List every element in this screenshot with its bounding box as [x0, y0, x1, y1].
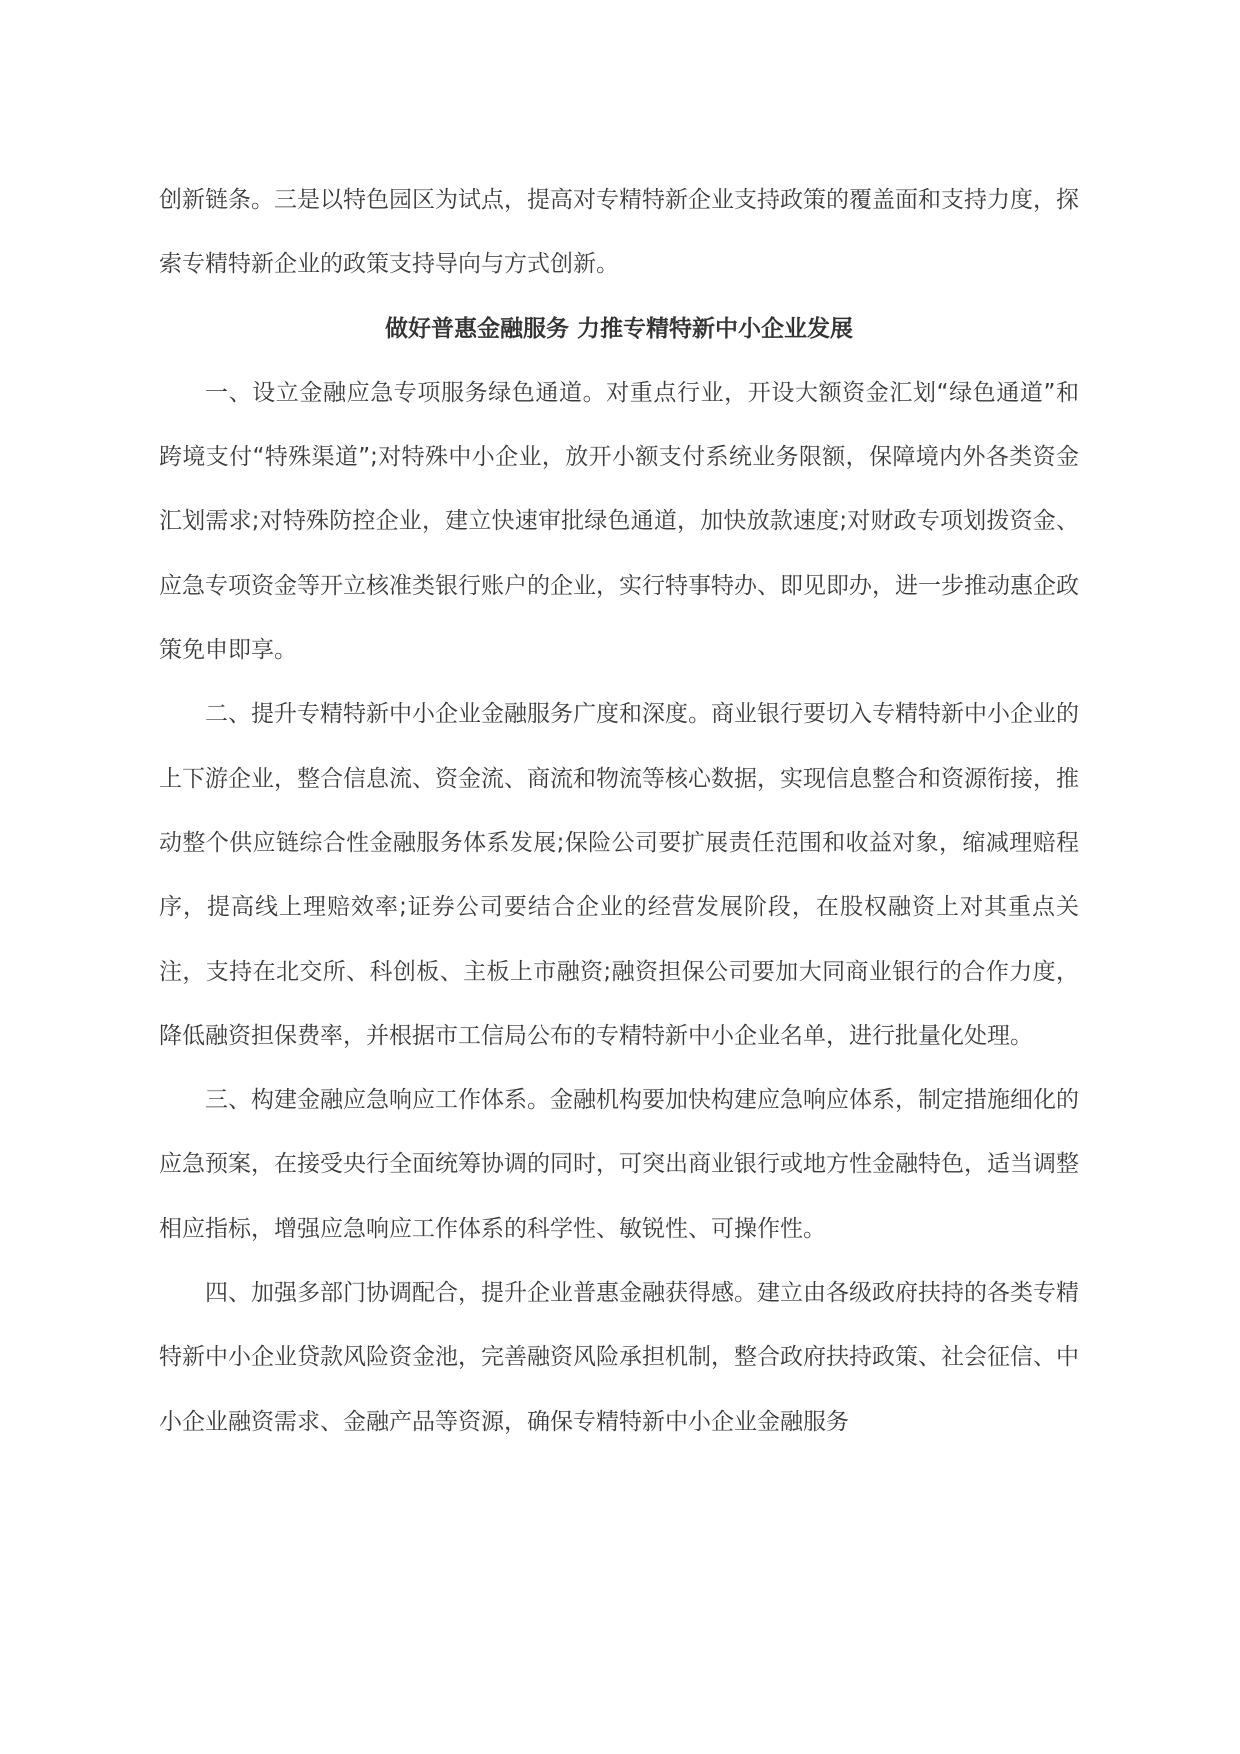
paragraph-2: 二、提升专精特新中小企业金融服务广度和深度。商业银行要切入专精特新中小企业的上下游企业，整合信息流、资金流、商流和物流等核心数据，实现信息整合和资源衔接，推动整个供应链综合性金融服务体系发展;保险公司要扩展责任范围和收益对象，缩减理赔程序，提高线上理赔效率;证券公司要结合企业的经营发展阶段，在股权融资上对其重点关注，支持在北交所、科创板、主板上市融资;融资担保公司要加大同商业银行的合作力度，降低融资担保费率，并根据市工信局公布的专精特新中小企业名单，进行批量化处理。	[159, 701, 1079, 1049]
section-title: 做好普惠金融服务 力推专精特新中小企业发展	[384, 315, 853, 342]
paragraph-1: 一、设立金融应急专项服务绿色通道。对重点行业，开设大额资金汇划“绿色通道”和跨境支付“特殊渠道”;对特殊中小企业，放开小额支付系统业务限额，保障境内外各类资金汇划需求;对特殊防控企业，建立快速审批绿色通道，加快放款速度;对财政专项划拨资金、应急专项资金等开立核准类银行账户的企业，实行特事特办、即见即办，进一步推动惠企政策免申即享。	[159, 379, 1079, 664]
continuation-paragraph: 创新链条。三是以特色园区为试点，提高对专精特新企业支持政策的覆盖面和支持力度，探索专精特新企业的政策支持导向与方式创新。	[159, 187, 1079, 278]
paragraph-4: 四、加强多部门协调配合，提升企业普惠金融获得感。建立由各级政府扶持的各类专精特新中小企业贷款风险资金池，完善融资风险承担机制，整合政府扶持政策、社会征信、中小企业融资需求、金融产品等资源，确保专精特新中小企业金融服务	[159, 1280, 1079, 1435]
document-body	[159, 168, 1079, 1454]
paragraph-3: 三、构建金融应急响应工作体系。金融机构要加快构建应急响应体系，制定措施细化的应急预案，在接受央行全面统筹协调的同时，可突出商业银行或地方性金融特色，适当调整相应指标，增强应急响应工作体系的科学性、敏锐性、可操作性。	[159, 1087, 1079, 1242]
